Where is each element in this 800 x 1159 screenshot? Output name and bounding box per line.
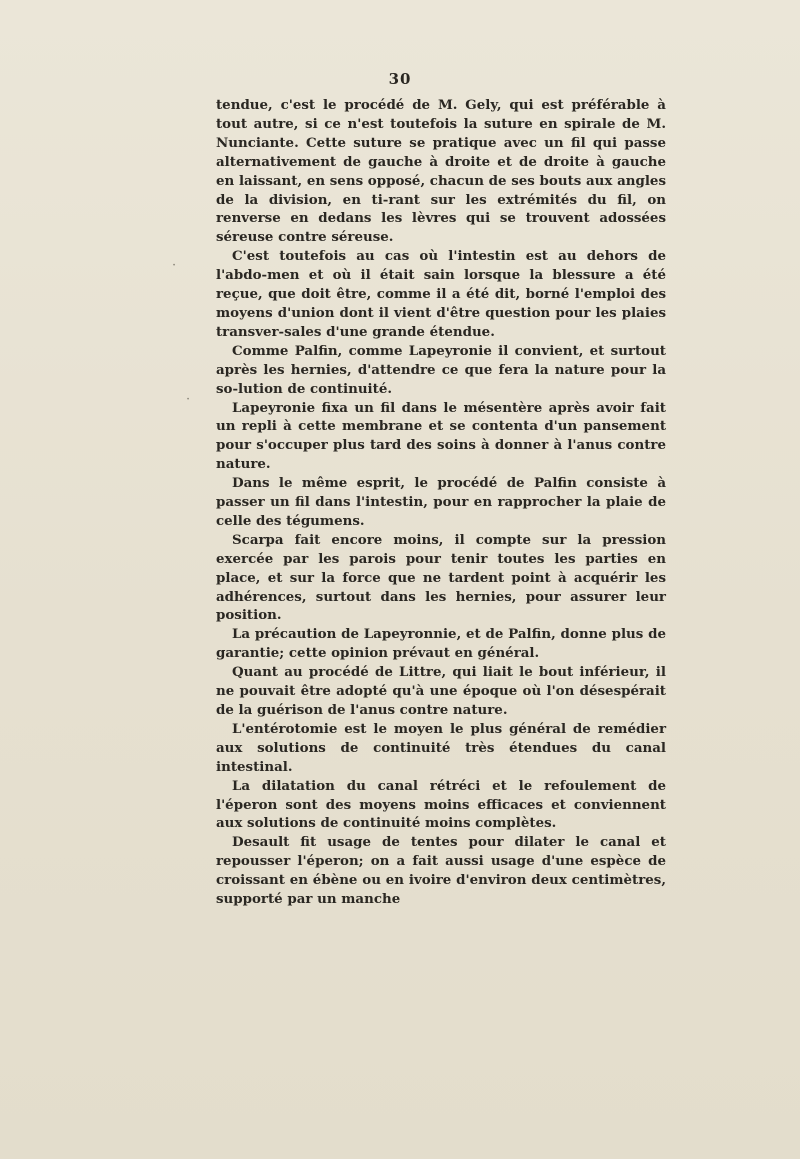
paragraph: Comme Palfin, comme Lapeyronie il convient, et surtout après les hernies, d'attendre ce que fera la nature pour la so-lution de continuité.	[216, 342, 666, 397]
paragraph: Quant au procédé de Littre, qui liait le bout inférieur, il ne pouvait être adopté qu'à une époque où l'on désespérait de la guérison de l'anus contre nature.	[216, 664, 666, 718]
paragraph: La précaution de Lapeyronnie, et de Palfin, donne plus de garantie; cette opinion prévaut en général.	[216, 626, 666, 662]
paragraph: C'est toutefois au cas où l'intestin est au dehors de l'abdo-men et où il était sain lorsque la blessure a été reçue, que doit être, comme il a été dit, borné l'emploi des moyens d'union dont il vient d'être question pour les plaies transver-sales d'une grande étendue.	[216, 248, 666, 340]
paragraph: Dans le même esprit, le procédé de Palfin consiste à passer un fil dans l'intestin, pour en rapprocher la plaie de celle des tégumens.	[216, 475, 666, 529]
paragraph: Desault fit usage de tentes pour dilater le canal et repousser l'éperon; on a fait aussi usage d'une espèce de croissant en ébène ou en ivoire d'environ deux centimètres, supporté par un manche	[216, 834, 666, 908]
paragraph: Lapeyronie fixa un fil dans le mésentère après avoir fait un repli à cette membrane et se contenta d'un pansement pour s'occuper plus tard des soins à donner à l'anus contre nature.	[216, 399, 666, 473]
paragraph: tendue, c'est le procédé de M. Gely, qui est préférable à tout autre, si ce n'est toutefois la suture en spirale de M. Nunciante. Cette suture se pratique avec un fil qui passe alternativement de gauche à droite et de droite à gauche en laissant, en sens opposé, chacun de ses bouts aux angles de la division, en ti-rant sur les extrémités du fil, on renverse en dedans les lèvres qui se trouvent adossées séreuse contre séreuse.	[216, 97, 666, 246]
paragraph: La dilatation du canal rétréci et le refoulement de l'éperon sont des moyens moins efficaces et conviennent aux solutions de continuité moins complètes.	[216, 777, 666, 832]
margin-mark: ·	[186, 392, 191, 407]
page-number: 30	[388, 70, 412, 88]
paragraph: L'entérotomie est le moyen le plus général de remédier aux solutions de continuité très étendues du canal intestinal.	[216, 720, 666, 775]
paragraph: Scarpa fait encore moins, il compte sur la pression exercée par les parois pour tenir toutes les parties en place, et sur la force que ne tardent point à acquérir les adhérences, surtout dans les hernies, pour assurer leur position.	[216, 531, 666, 624]
margin-mark: ·	[172, 258, 177, 273]
body-text	[216, 96, 666, 909]
